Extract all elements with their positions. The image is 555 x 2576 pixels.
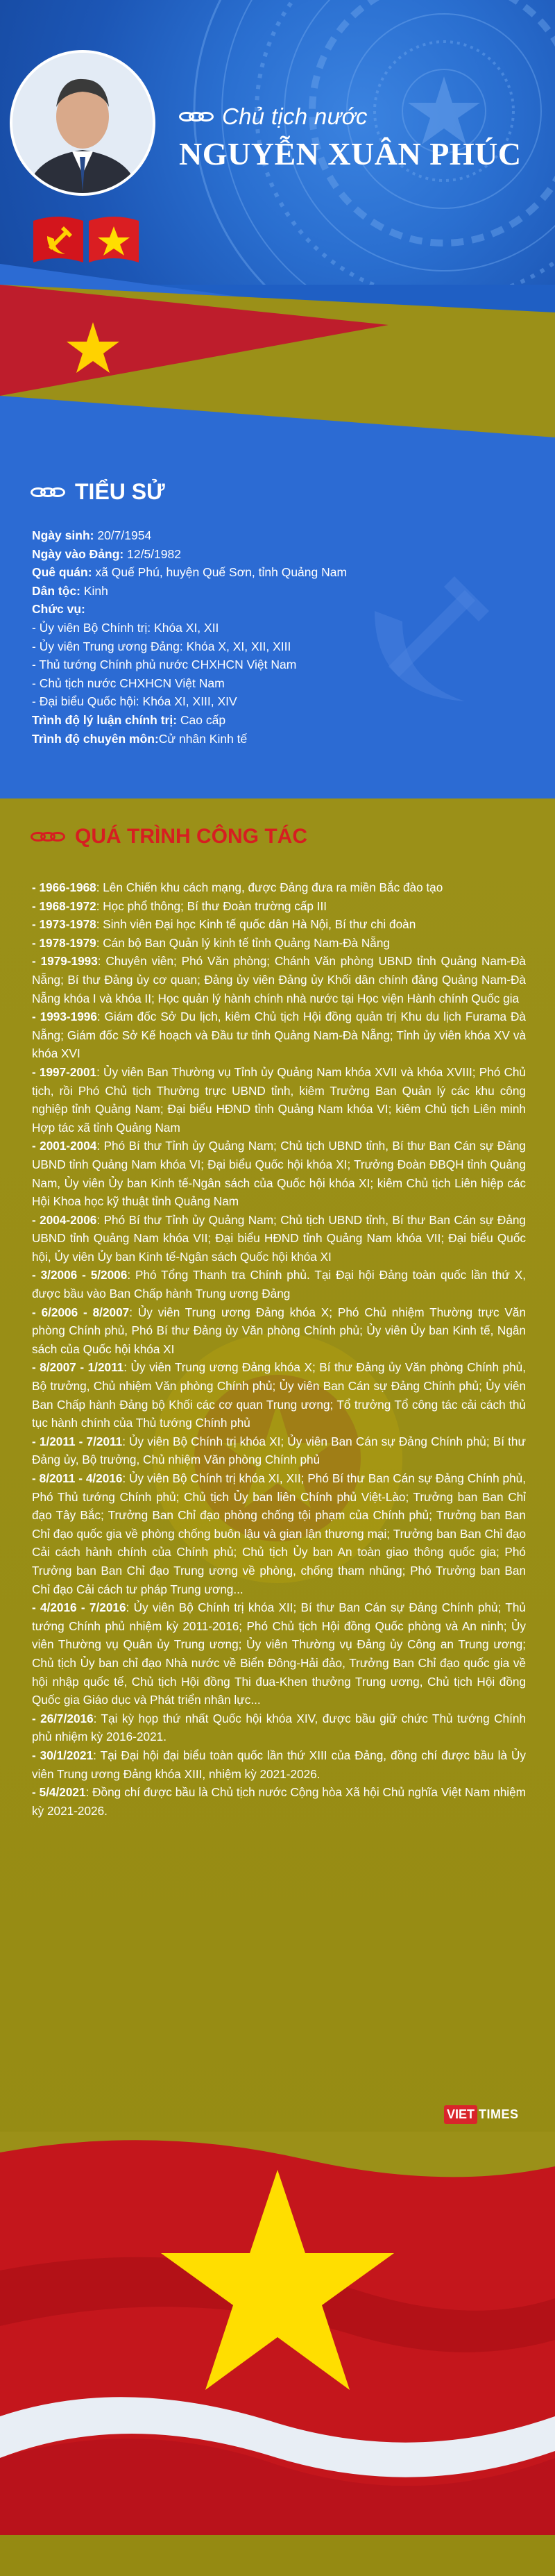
- bio-row: [32, 674, 531, 693]
- career-timeline: [32, 878, 526, 1820]
- career-item: [32, 952, 526, 1007]
- bio-row: [32, 582, 531, 601]
- bio-label: Ngày sinh:: [32, 528, 94, 542]
- bio-row: [32, 545, 531, 564]
- career-text: : Phó Bí thư Tỉnh ủy Quảng Nam; Chủ tịch UBND tỉnh, Bí thư Ban Cán sự Đảng UBND tỉnh Quảng Nam khóa VII; Đại biểu HĐND tỉnh Quảng Nam khóa VII; Đại biểu Quốc hội, Ủy viên Ủy ban Kinh tế-Ngân sách Quốc hội khóa XI: [32, 1212, 526, 1264]
- career-date: - 1979-1993: [32, 954, 98, 969]
- career-text: : Giám đốc Sở Du lịch, kiêm Chủ tịch Hội đồng quản trị Khu du lịch Furama Đà Nẵng; Giám đốc Sở Kế hoạch và Đầu tư tỉnh Quảng Nam-Đà Nẵng; Tỉnh ủy viên khóa XV và khóa XVI: [32, 1010, 526, 1061]
- biography-heading: [31, 479, 165, 505]
- career-date: - 6/2006 - 8/2007: [32, 1305, 130, 1319]
- bio-value: - Chủ tịch nước CHXHCN Việt Nam: [32, 676, 225, 690]
- career-date: - 8/2007 - 1/2011: [32, 1360, 124, 1375]
- bio-value: Cao cấp: [177, 712, 226, 727]
- bio-row: [32, 655, 531, 674]
- role-title-line: [179, 103, 368, 131]
- career-date: - 30/1/2021: [32, 1748, 94, 1762]
- leader-name: NGUYỄN XUÂN PHÚC: [179, 136, 522, 172]
- career-text: : Ủy viên Trung ương Đảng khóa X; Phó Chủ nhiệm Thường trực Văn phòng Chính phủ, Phó Bí thư Đảng ủy Văn phòng Chính phủ; Ủy viên Ủy ban Kinh tế, Ngân sách của Quốc hội khóa XI: [32, 1305, 526, 1356]
- career-item: [32, 1211, 526, 1266]
- viettimes-logo[interactable]: [444, 2104, 519, 2125]
- career-text: : Phó Tổng Thanh tra Chính phủ. Tại Đại hội Đảng toàn quốc lần thứ X, được bầu vào Ban Chấp hành Trung ương Đảng: [32, 1268, 527, 1301]
- career-item: [32, 934, 526, 953]
- career-date: - 26/7/2016: [32, 1711, 94, 1725]
- bio-row: [32, 600, 531, 619]
- biography-title: TIỂU SỬ: [75, 479, 165, 504]
- career-item: [32, 1358, 526, 1432]
- linked-rings-icon: [31, 487, 65, 497]
- career-text: : Ủy viên Bộ Chính trị khóa XII; Bí thư Ban Cán sự Đảng Chính phủ; Thủ tướng Chính phủ nhiệm kỳ 2011-2016; Phó Chủ tịch Hội đồng Quốc phòng và An ninh; Ủy viên Thường vụ Quân ủy Trung ương; Ủy viên Thường vụ Đảng ủy Công an Trung ương; Chủ tịch Ủy ban chỉ đạo Nhà nước về Biển Đông-Hải đảo, Trưởng Ban Chỉ đạo quốc gia về hội nhập quốc tế, Chủ tịch Hội đồng Thi đua-Khen thưởng Trung ương, Chủ tịch Hội đồng Quốc gia Giáo dục và Phát triển nhân lực...: [32, 1600, 526, 1707]
- career-item: [32, 1303, 526, 1359]
- career-date: - 1/2011 - 7/2011: [32, 1434, 123, 1448]
- career-item: [32, 1598, 526, 1709]
- bio-value: 20/7/1954: [94, 528, 152, 542]
- career-date: - 8/2011 - 4/2016: [32, 1471, 123, 1485]
- bio-label: Ngày vào Đảng:: [32, 546, 124, 561]
- bio-label: Trình độ chuyên môn:: [32, 731, 159, 746]
- logo-viet: VIET: [444, 2105, 477, 2124]
- career-item: [32, 1432, 526, 1469]
- biography-section: [0, 458, 555, 798]
- role-label: Chủ tịch nước: [222, 103, 368, 129]
- career-item: [32, 1783, 526, 1820]
- career-text: : Ủy viên Bộ Chính trị khóa XI; Ủy viên Ban Cán sự Đảng Chính phủ; Bí thư Đảng ủy, Bộ trưởng, Chủ nhiệm Văn phòng Chính phủ: [32, 1434, 526, 1467]
- bio-label: Chức vụ:: [32, 602, 85, 617]
- career-text: : Sinh viên Đại học Kinh tế quốc dân Hà Nội, Bí thư chi đoàn: [96, 917, 416, 932]
- career-title: QUÁ TRÌNH CÔNG TÁC: [75, 825, 307, 848]
- bio-row: [32, 711, 531, 730]
- career-date: - 3/2006 - 5/2006: [32, 1268, 128, 1282]
- career-date: - 1978-1979: [32, 935, 96, 950]
- career-item: [32, 915, 526, 934]
- career-text: : Lên Chiến khu cách mạng, được Đảng đưa ra miền Bắc đào tạo: [96, 880, 443, 894]
- biography-list: [32, 526, 531, 748]
- career-date: - 1966-1968: [32, 880, 96, 894]
- bio-row: [32, 619, 531, 637]
- career-text: : Tại kỳ họp thứ nhất Quốc hội khóa XIV, được bầu giữ chức Thủ tướng Chính phủ nhiệm kỳ 2016-2021.: [32, 1711, 526, 1744]
- career-text: : Học phổ thông; Bí thư Đoàn trường cấp III: [96, 898, 327, 913]
- career-item: [32, 897, 526, 916]
- bio-row: [32, 692, 531, 711]
- career-text: : Tại Đại hội đại biểu toàn quốc lần thứ XIII của Đảng, đồng chí được bầu là Ủy viên Trung ương Đảng khóa XIII, nhiệm kỳ 2021-2026.: [32, 1748, 526, 1781]
- linked-rings-icon: [31, 832, 65, 842]
- career-text: : Đồng chí được bầu là Chủ tịch nước Cộng hòa Xã hội Chủ nghĩa Việt Nam nhiệm kỳ 2021-2026.: [32, 1785, 526, 1818]
- bio-label: Trình độ lý luận chính trị:: [32, 712, 178, 727]
- career-date: - 1968-1972: [32, 898, 96, 913]
- waving-flag-footer: [0, 2132, 555, 2535]
- bio-row: [32, 526, 531, 545]
- career-text: : Ủy viên Trung ương Đảng khóa X; Bí thư Đảng ủy Văn phòng Chính phủ, Bộ trưởng, Chủ nhiệm Văn phòng Chính phủ; Ủy viên Ban Cán sự Đảng Chính phủ; Ủy viên Ban Chấp hành Đảng bộ Khối các cơ quan Trung ương; Tổ trưởng Tổ công tác cải cách thủ tục hành chính của Thủ tướng Chính phủ: [32, 1360, 526, 1430]
- career-item: [32, 1007, 526, 1063]
- party-and-national-flags: [31, 208, 142, 267]
- bio-value: Kinh: [80, 583, 108, 598]
- career-date: - 4/2016 - 7/2016: [32, 1600, 126, 1615]
- career-item: [32, 1137, 526, 1210]
- decorative-band: [0, 264, 555, 472]
- bio-value: Cử nhân Kinh tế: [158, 731, 248, 746]
- career-text: : Ủy viên Bộ Chính trị khóa XI, XII; Phó Bí thư Ban Cán sự Đảng Chính phủ, Phó Thủ tướng Chính phủ; Chủ tịch Ủy ban liên Chính phủ Việt-Lào; Trưởng ban Ban Chỉ đạo Tây Bắc; Trưởng Ban Chỉ đạo phòng chống tội phạm của Chính phủ; Trưởng ban Ban Chỉ đạo quốc gia về phòng chống buôn lậu và gian lận thương mại; Trưởng ban Ban Chỉ đạo Cải cách hành chính của Chính phủ; Chủ tịch Ủy ban An toàn giao thông quốc gia; Phó Trưởng ban Ban Chỉ đạo Trung ương về phòng, chống tham nhũng; Phó Trưởng ban Ban Chỉ đạo Cải cách tư pháp Trung ương...: [32, 1471, 527, 1596]
- portrait-photo: [10, 50, 155, 196]
- bio-label: Dân tộc:: [32, 583, 80, 598]
- bio-row: [32, 637, 531, 656]
- career-date: - 2001-2004: [32, 1139, 97, 1153]
- career-date: - 1997-2001: [32, 1064, 97, 1079]
- career-date: - 1973-1978: [32, 917, 96, 932]
- bio-value: - Ủy viên Bộ Chính trị: Khóa XI, XII: [32, 620, 219, 635]
- bio-row: [32, 563, 531, 582]
- career-item: [32, 1266, 526, 1303]
- bio-value: - Thủ tướng Chính phủ nước CHXHCN Việt Nam: [32, 658, 297, 672]
- career-item: [32, 1063, 526, 1137]
- drum-center-star: [408, 76, 480, 144]
- career-item: [32, 1469, 526, 1598]
- linked-rings-icon: [179, 112, 214, 122]
- career-item: [32, 878, 526, 897]
- career-item: [32, 1746, 526, 1783]
- career-text: : Chuyên viên; Phó Văn phòng; Chánh Văn phòng UBND tỉnh Quảng Nam-Đà Nẵng; Bí thư Đảng ủy cơ quan; Đảng ủy viên Đảng ủy Khối dân chính đảng Quảng Nam-Đà Nẵng khóa I và khóa II; Học quản lý hành chính nhà nước tại Học viện Hành chính Quốc gia: [32, 954, 526, 1005]
- career-text: : Cán bộ Ban Quản lý kinh tế tỉnh Quảng Nam-Đà Nẵng: [96, 935, 390, 950]
- bio-row: [32, 730, 531, 748]
- career-text: : Phó Bí thư Tỉnh ủy Quảng Nam; Chủ tịch UBND tỉnh, Bí thư Ban Cán sự Đảng UBND tỉnh Quảng Nam khóa VI; Đại biểu Quốc hội khóa XI; Trưởng Đoàn ĐBQH tỉnh Quảng Nam, Ủy viên Ủy ban Kinh tế-Ngân sách của Quốc hội khóa XI; kiêm Chủ tịch Liên hiệp các Hội Khoa học kỹ thuật tỉnh Quảng Nam: [32, 1139, 526, 1209]
- bio-value: - Ủy viên Trung ương Đảng: Khóa X, XI, XII, XIII: [32, 639, 291, 653]
- career-date: - 1993-1996: [32, 1010, 97, 1024]
- career-date: - 5/4/2021: [32, 1785, 86, 1800]
- header-banner: [0, 0, 555, 285]
- bio-value: 12/5/1982: [123, 546, 181, 561]
- career-text: : Ủy viên Ban Thường vụ Tỉnh ủy Quảng Nam khóa XVII và khóa XVIII; Phó Chủ tịch, rồi Phó Chủ tịch Thường trực UBND tỉnh, kiêm Trưởng Ban Quản lý các khu công nghiệp tỉnh Quảng Nam; Đại biểu HĐND tỉnh Quảng Nam khóa VI; kiêm Chủ tịch Liên minh Hợp tác xã tỉnh Quảng Nam: [32, 1064, 526, 1135]
- logo-times: TIMES: [479, 2107, 519, 2121]
- career-heading: [31, 825, 307, 848]
- bio-value: - Đại biểu Quốc hội: Khóa XI, XIII, XIV: [32, 694, 237, 709]
- career-date: - 2004-2006: [32, 1212, 97, 1227]
- bio-label: Quê quán:: [32, 565, 92, 580]
- career-item: [32, 1709, 526, 1746]
- bio-value: xã Quế Phú, huyện Quế Sơn, tỉnh Quảng Nam: [92, 565, 348, 580]
